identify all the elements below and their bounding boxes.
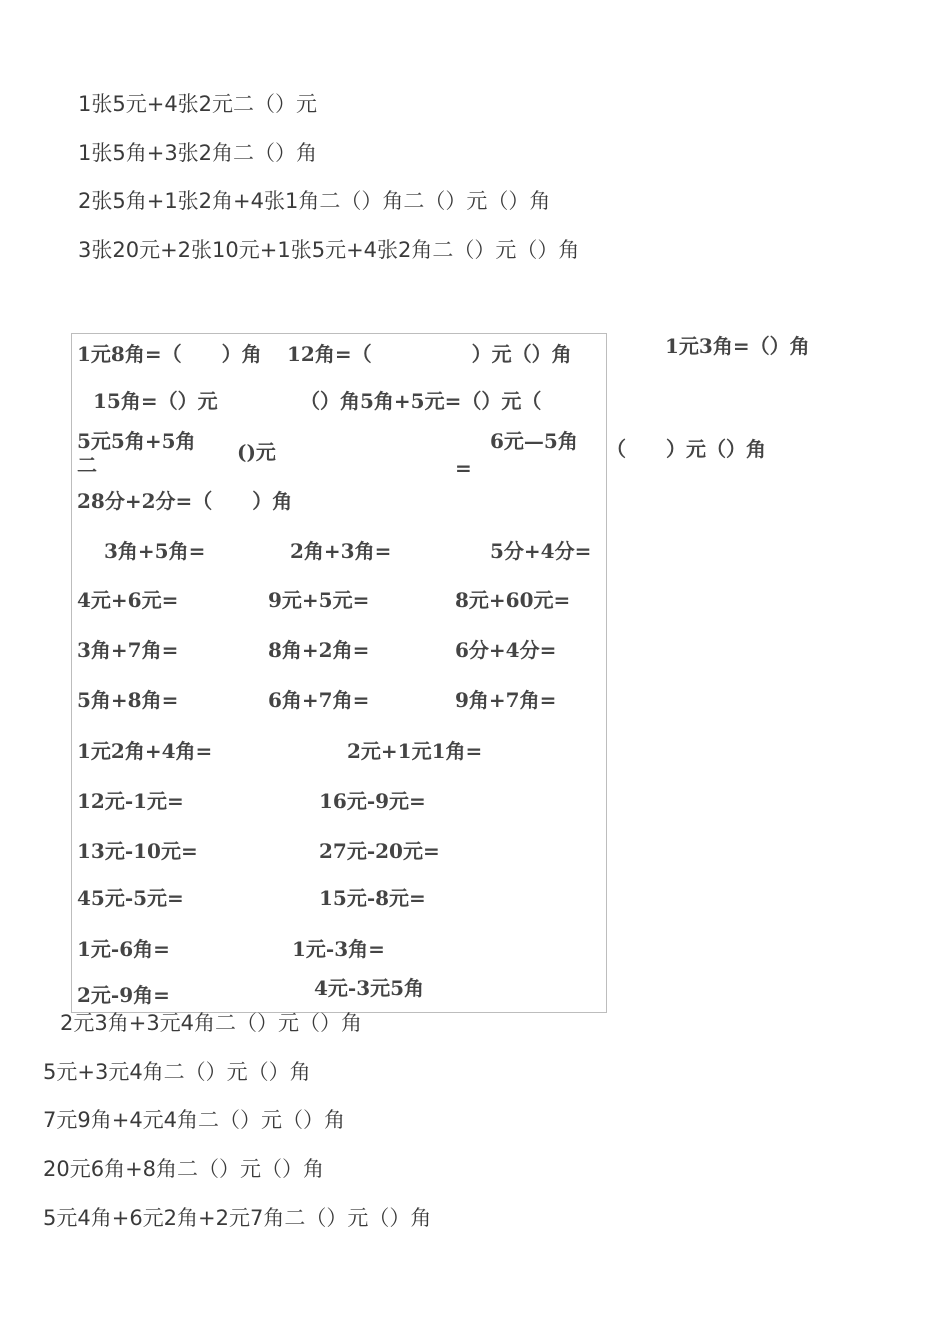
pair2-left: 12元-1元=: [77, 789, 184, 813]
grid3-col1: 3角+7角=: [77, 638, 179, 662]
box-row3-c: 6元—5角: [490, 429, 578, 453]
grid2-col2: 9元+5元=: [268, 588, 370, 612]
grid2-col1: 4元+6元=: [77, 588, 179, 612]
box-row3-d: （ ）元（）角: [606, 437, 766, 461]
grid3-col2: 8角+2角=: [268, 638, 370, 662]
grid4-col2: 6角+7角=: [268, 688, 370, 712]
bottom-line-5: 5元4角+6元2角+2元7角二（）元（）角: [43, 1206, 432, 1230]
top-line-2: 1张5角+3张2角二（）角: [78, 141, 318, 165]
pair6-left: 2元-9角=: [77, 983, 170, 1007]
bottom-line-4: 20元6角+8角二（）元（）角: [43, 1157, 325, 1181]
pair3-left: 13元-10元=: [77, 839, 198, 863]
grid4-col1: 5角+8角=: [77, 688, 179, 712]
top-line-3: 2张5角+1张2角+4张1角二（）角二（）元（）角: [78, 189, 551, 213]
grid3-col3: 6分+4分=: [455, 638, 557, 662]
bottom-line-1: 2元3角+3元4角二（）元（）角: [60, 1011, 363, 1035]
pair1-right: 2元+1元1角=: [347, 739, 483, 763]
grid1-col1: 3角+5角=: [104, 539, 206, 563]
pair6-right: 4元-3元5角: [314, 976, 425, 1000]
pair2-right: 16元-9元=: [319, 789, 426, 813]
box-row3-a: 5元5角+5角: [77, 429, 196, 453]
grid4-col3: 9角+7角=: [455, 688, 557, 712]
top-line-4: 3张20元+2张10元+1张5元+4张2角二（）元（）角: [78, 238, 580, 262]
box-row2-a: 15角=（）元: [93, 389, 218, 413]
box-row3-a2: 二: [77, 453, 97, 477]
grid1-col2: 2角+3角=: [290, 539, 392, 563]
bottom-line-3: 7元9角+4元4角二（）元（）角: [43, 1108, 346, 1132]
pair5-left: 1元-6角=: [77, 937, 170, 961]
box-row4: 28分+2分=（ ）角: [77, 489, 293, 513]
pair3-right: 27元-20元=: [319, 839, 440, 863]
side-right-text: 1元3角=（）角: [665, 334, 810, 358]
pair5-right: 1元-3角=: [292, 937, 385, 961]
box-row2-b: （）角: [300, 389, 360, 413]
pair1-left: 1元2角+4角=: [77, 739, 213, 763]
grid2-col3: 8元+60元=: [455, 588, 571, 612]
grid1-col3: 5分+4分=: [490, 539, 592, 563]
box-row2-c: 5角+5元=（）元（: [360, 389, 542, 413]
top-line-1: 1张5元+4张2元二（）元: [78, 92, 318, 116]
bottom-line-2: 5元+3元4角二（）元（）角: [43, 1060, 311, 1084]
box-row1-a: 1元8角=（ ）角: [77, 342, 262, 366]
pair4-right: 15元-8元=: [319, 886, 426, 910]
box-row3-eq: =: [455, 456, 472, 480]
box-row1-b: 12角=（ ）元（）角: [287, 342, 572, 366]
pair4-left: 45元-5元=: [77, 886, 184, 910]
box-row3-b: ()元: [237, 440, 276, 464]
